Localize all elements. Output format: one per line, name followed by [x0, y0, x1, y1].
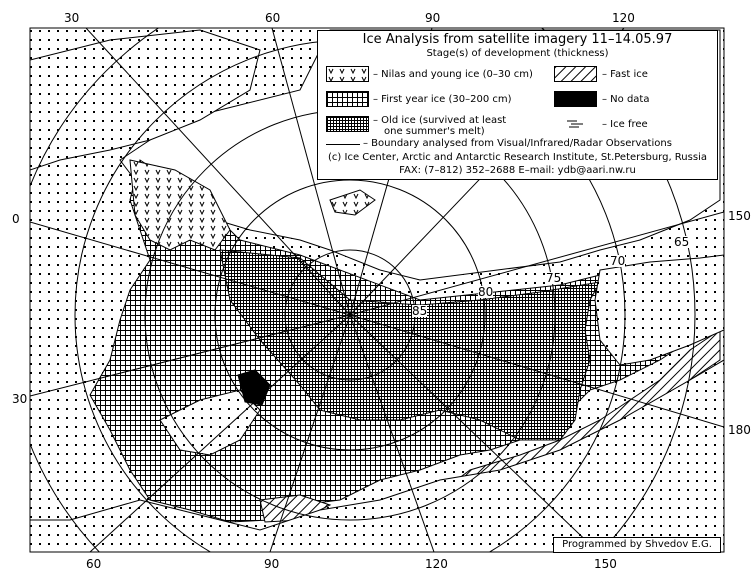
longitude-label-top-120: 120 [612, 11, 635, 25]
no-data-legend-label: – No data [602, 94, 650, 105]
old-ice-legend-label-2: one summer's melt) [384, 126, 485, 137]
latitude-label-65: 65 [674, 235, 690, 249]
longitude-label-bottom-150: 150 [594, 557, 617, 571]
old-ice-legend-label: – Old ice (survived at least [373, 115, 507, 126]
latitude-label-70: 70 [610, 254, 626, 268]
longitude-label-bottom-120: 120 [425, 557, 448, 571]
boundary-line-sample [326, 144, 360, 145]
credit-line-2: FAX: (7–812) 352–2688 E–mail: ydb@aari.nw.ru [399, 165, 636, 176]
legend-panel [317, 30, 718, 180]
longitude-label-right-150: 150 [728, 209, 751, 223]
latitude-label-85: 85 [412, 304, 428, 318]
latitude-label-80: 80 [478, 285, 494, 299]
longitude-label-bottom-90: 90 [264, 557, 280, 571]
nilas-swatch [326, 66, 369, 82]
nilas-legend-label: – Nilas and young ice (0–30 cm) [373, 69, 533, 80]
longitude-label-left-30: 30 [12, 392, 28, 406]
no-data-swatch [554, 91, 597, 107]
legend-subtitle: Stage(s) of development (thickness) [426, 48, 609, 59]
ice-free-legend-label: – Ice free [602, 119, 648, 130]
longitude-label-top-30: 30 [64, 11, 80, 25]
longitude-label-top-90: 90 [425, 11, 441, 25]
first-year-swatch [326, 91, 369, 107]
latitude-label-75: 75 [546, 271, 562, 285]
programmer-credit: Programmed by Shvedov E.G. [553, 537, 721, 553]
fast-ice-legend-label: – Fast ice [602, 69, 648, 80]
boundary-legend-label: – Boundary analysed from Visual/Infrared/Radar Observations [363, 138, 672, 149]
longitude-label-top-60: 60 [265, 11, 281, 25]
fast-ice-swatch [554, 66, 597, 82]
ice-free-symbol [565, 117, 587, 131]
legend-title: Ice Analysis from satellite imagery 11–14.05.97 [362, 32, 673, 47]
longitude-label-left-0: 0 [12, 212, 20, 226]
old-ice-swatch [326, 116, 369, 132]
longitude-label-right-180: 180 [728, 423, 751, 437]
credit-line-1: (c) Ice Center, Arctic and Antarctic Research Institute, St.Petersburg, Russia [328, 152, 707, 163]
longitude-label-bottom-60: 60 [86, 557, 102, 571]
first-year-legend-label: – First year ice (30–200 cm) [373, 94, 512, 105]
